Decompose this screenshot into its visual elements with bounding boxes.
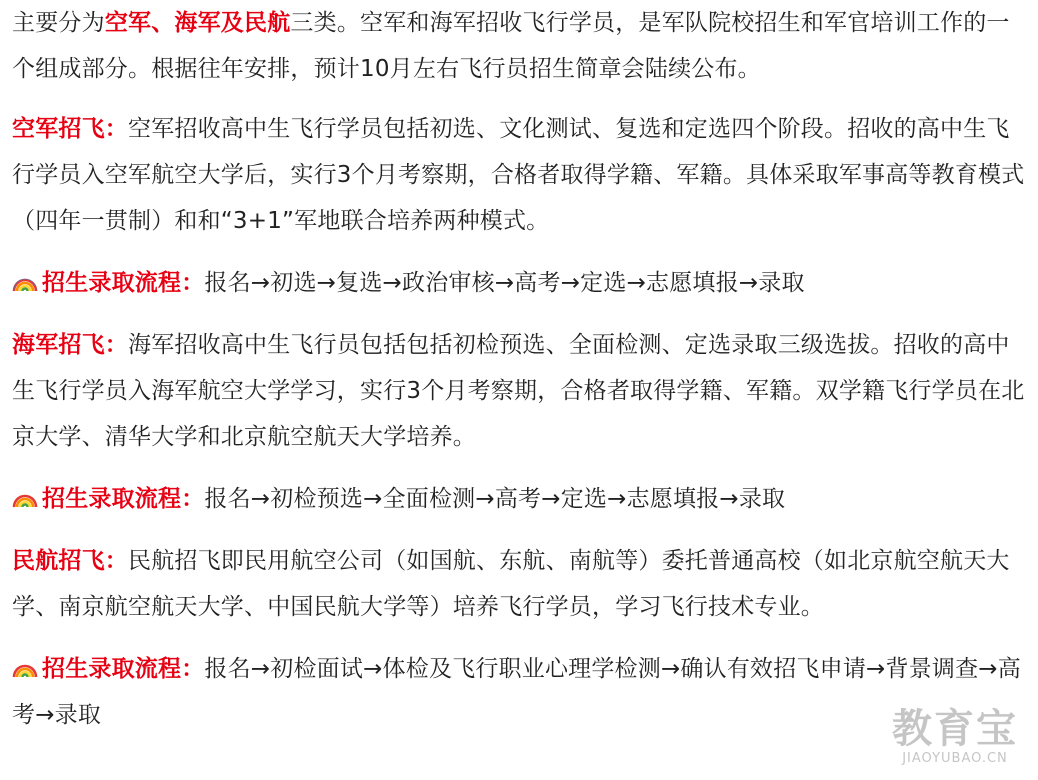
watermark-en: JIAOYUBAO.CN	[902, 751, 1008, 766]
navy-label: 海军招飞：	[12, 332, 128, 358]
watermark-logo	[892, 707, 1018, 766]
civil-process-text: 报名→初检面试→体检及飞行职业心理学检测→确认有效招飞申请→背景调查→高考→录取	[12, 656, 1021, 728]
navy-text: 海军招收高中生飞行员包括包括初检预选、全面检测、定选录取三级选拔。招收的高中生飞行学员入海军航空大学学习，实行3个月考察期，合格者取得学籍、军籍。双学籍飞行学员在北京大学、清华大学和北京航空航天大学培养。	[12, 332, 1025, 450]
rainbow-icon	[12, 657, 38, 679]
intro-text-1: 主要分为	[12, 10, 105, 36]
rainbow-icon	[12, 487, 38, 509]
air-force-label: 空军招飞：	[12, 116, 128, 142]
navy-process-label: 招生录取流程：	[42, 486, 205, 512]
civil-text: 民航招飞即民用航空公司（如国航、东航、南航等）委托普通高校（如北京航空航天大学、南京航空航天大学、中国民航大学等）培养飞行学员，学习飞行技术专业。	[12, 548, 1010, 620]
air-force-process-label: 招生录取流程：	[42, 270, 205, 296]
air-force-process	[12, 260, 1028, 306]
intro-paragraph	[12, 0, 1028, 92]
civil-process	[12, 646, 1028, 738]
navy-process	[12, 476, 1028, 522]
civil-label: 民航招飞：	[12, 548, 128, 574]
watermark-cn: 教育宝	[892, 706, 1018, 752]
air-force-process-text: 报名→初选→复选→政治审核→高考→定选→志愿填报→录取	[204, 270, 805, 296]
rainbow-icon	[12, 271, 38, 293]
article-body	[12, 0, 1028, 738]
air-force-paragraph	[12, 106, 1028, 244]
navy-process-text: 报名→初检预选→全面检测→高考→定选→志愿填报→录取	[204, 486, 786, 512]
civil-process-label: 招生录取流程：	[42, 656, 205, 682]
navy-paragraph	[12, 322, 1028, 460]
civil-paragraph	[12, 538, 1028, 630]
intro-highlight: 空军、海军及民航	[104, 10, 291, 36]
air-force-text: 空军招收高中生飞行学员包括初选、文化测试、复选和定选四个阶段。招收的高中生飞行学员入空军航空大学后，实行3个月考察期，合格者取得学籍、军籍。具体采取军事高等教育模式（四年一贯制）和和“3+1”军地联合培养两种模式。	[12, 116, 1025, 234]
intro-text-2: 三类。空军和海军招收飞行学员，是军队院校招生和军官培训工作的一个组成部分。根据往年安排，预计10月左右飞行员招生简章会陆续公布。	[12, 10, 1010, 82]
